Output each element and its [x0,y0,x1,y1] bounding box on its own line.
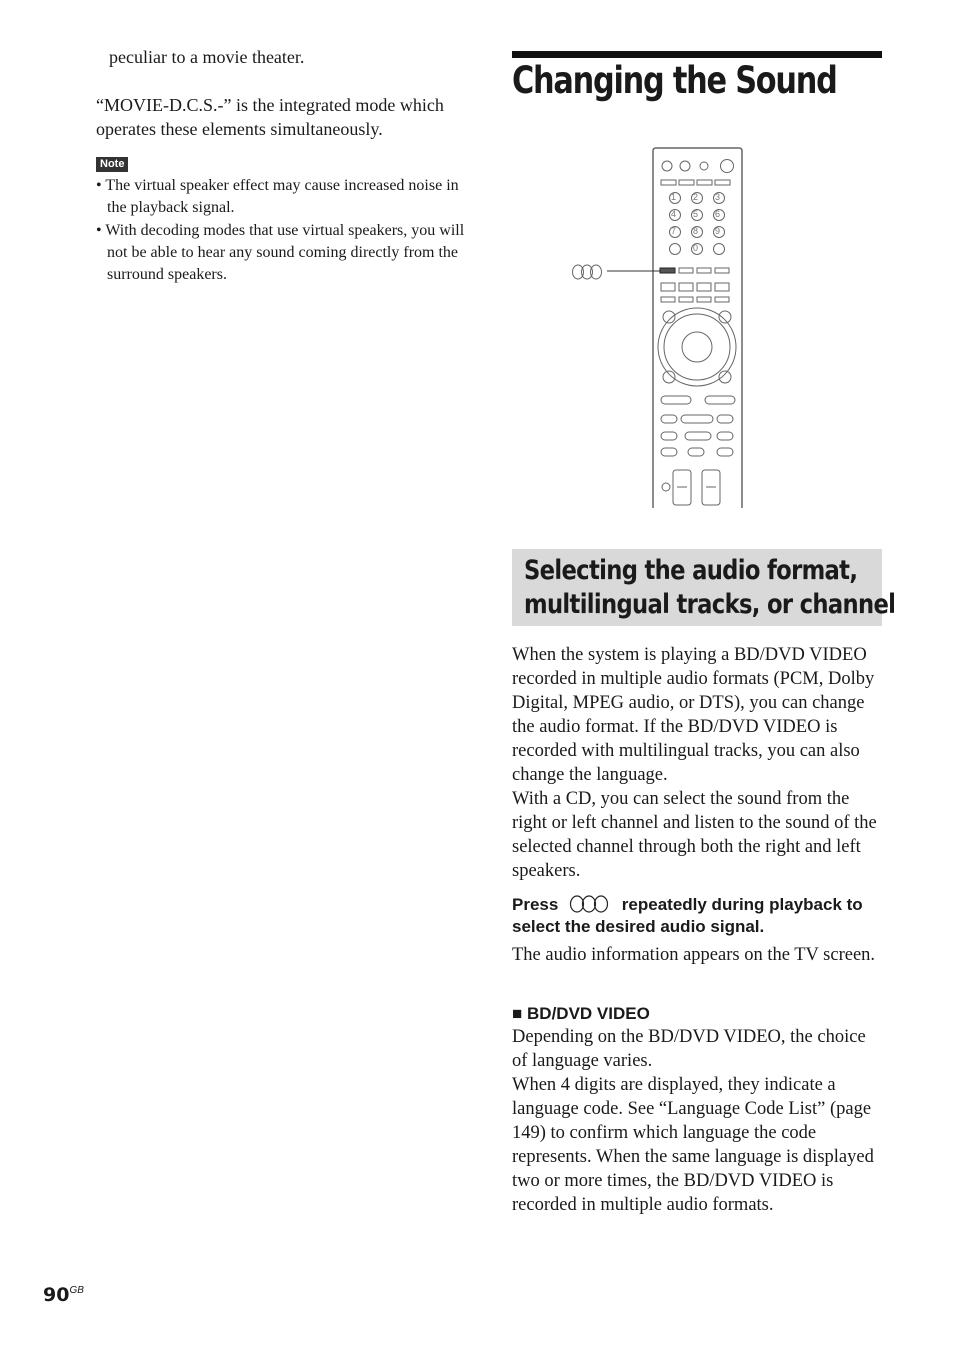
remote-illustration [565,145,750,510]
page-number-value: 90 [43,1284,70,1306]
key-4: 4 [671,209,677,219]
key-9: 9 [715,226,721,236]
note-list [96,175,471,287]
sub-paragraph-1: Depending on the BD/DVD VIDEO, the choice of language varies. [512,1027,866,1071]
intro-paragraph-2: With a CD, you can select the sound from the right or left channel and listen to the sound of the selected channel through both the right and left speakers. [512,789,877,881]
section-heading-line1: Selecting the audio format, [524,555,858,586]
page-title: Changing the Sound [512,59,837,102]
key-8: 8 [693,226,699,236]
page-number-suffix: GB [69,1285,84,1296]
key-5: 5 [693,209,699,219]
key-3: 3 [715,192,721,202]
intro-paragraph-1: When the system is playing a BD/DVD VIDEO recorded in multiple audio formats (PCM, Dolby Digital, MPEG audio, or DTS), you can change the audio format. If the BD/DVD VIDEO is recorded with multilingual tracks, you can also change the language. [512,645,875,785]
section-heading-line2: multilingual tracks, or channel [524,589,896,620]
note-item: • The virtual speaker effect may cause increased noise in the playback signal. [96,177,459,216]
key-2: 2 [693,192,699,202]
remote-control-drawing [565,145,750,510]
sub-heading [512,1003,650,1025]
title-rule [512,51,882,58]
section-heading-box [512,549,896,626]
sub-paragraph-2: When 4 digits are displayed, they indicate a language code. See “Language Code List” (page 149) to confirm which language the code represents. When the same language is displayed two or more times, the BD/DVD VIDEO is recorded in multiple audio formats. [512,1075,874,1215]
step-press-word: Press [512,895,559,914]
audio-button-icon [568,895,612,913]
key-6: 6 [715,209,721,219]
continued-paragraph: peculiar to a movie theater. [109,47,305,67]
square-bullet-icon: ■ [512,1004,523,1023]
page-number [43,1284,84,1306]
note-item: • With decoding modes that use virtual speakers, you will not be able to hear any sound coming directly from the surround speakers. [96,222,465,283]
step-instruction [512,894,884,938]
step-rest: repeatedly during playback to select the desired audio signal. [512,895,863,936]
key-1: 1 [671,192,677,202]
movie-dcs-paragraph: “MOVIE-D.C.S.-” is the integrated mode which operates these elements simultaneously. [96,95,444,139]
note-label: Note [96,157,128,172]
key-0: 0 [693,243,699,253]
key-7: 7 [671,226,677,236]
step-result: The audio information appears on the TV screen. [512,945,876,965]
sub-heading-text: BD/DVD VIDEO [527,1004,650,1023]
